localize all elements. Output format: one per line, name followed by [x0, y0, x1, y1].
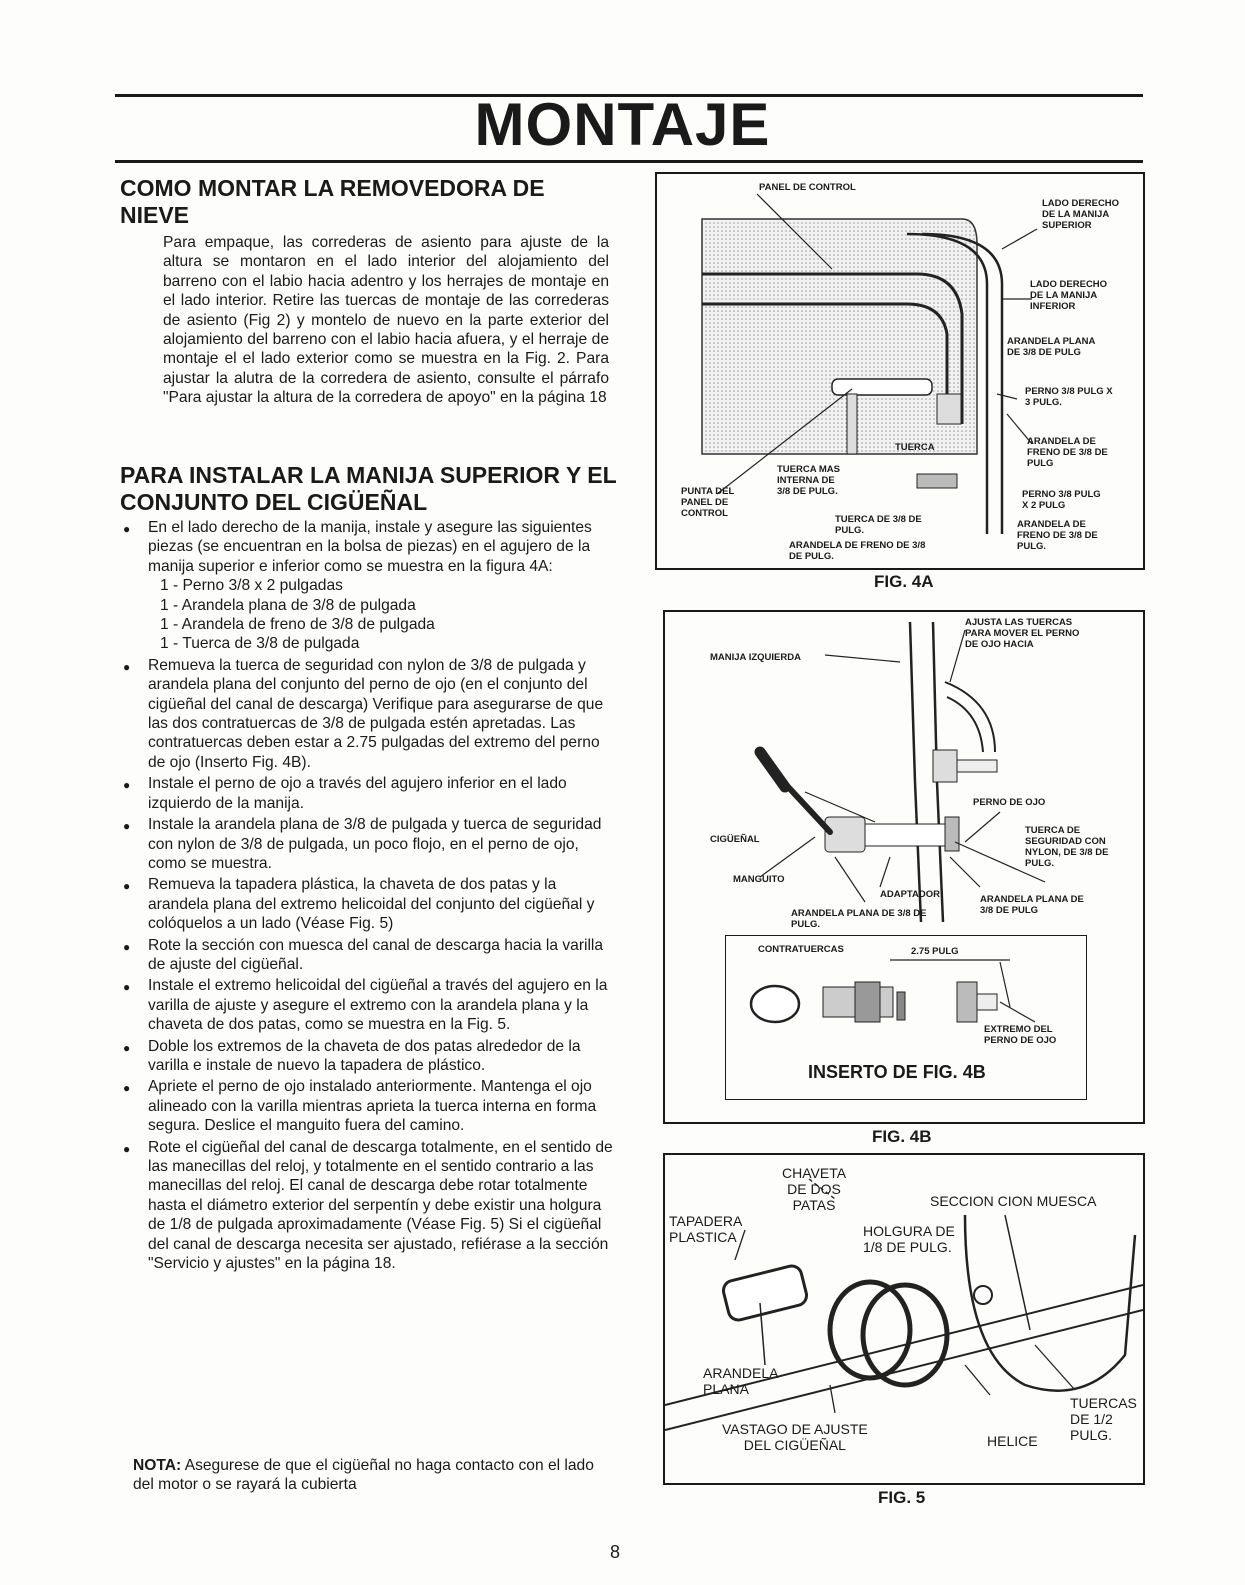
bullet-icon: ●	[123, 879, 131, 894]
list-item: ● Apriete el perno de ojo instalado anteriormente. Mantenga el ojo alineado con la varilla mientras aprieta la tuerca interna en forma segura. Deslice el manguito fuera del camino.	[123, 1078, 597, 1135]
label-arandela-plana: ARANDELA PLANA DE 3/8 DE PULG	[1007, 336, 1096, 358]
label-contratuercas: CONTRATUERCAS	[758, 944, 844, 955]
label-panel-control: PANEL DE CONTROL	[759, 182, 856, 193]
label-tuerca-interna: TUERCA	[895, 442, 935, 453]
page-title: MONTAJE	[474, 91, 771, 158]
label-arandela-freno: ARANDELA DE FRENO DE 3/8 DE PULG	[1027, 436, 1108, 469]
figure-4a	[655, 172, 1145, 570]
section1-body: Para empaque, las correderas de asiento para ajuste de la altura se montaron en el lado interior del alojamiento del barreno con el labio hacia adentro y los herrajes de montaje en el lado interior. Retire las tuercas de montaje de las correderas de asiento (Fig 2) y montelo de nuevo en la parte exterior del alojamiento del barreno con el labio hacia afuera, y el herraje de montaje el el lado exterior como se muestra en la Fig. 2. Para ajustar la alutra de la corredera de asiento, consulte el párrafo "Para ajustar la altura de la corredera de apoyo" en la página 18	[163, 234, 609, 407]
inset-caption: INSERTO DE FIG. 4B	[808, 1062, 986, 1082]
note	[133, 1456, 613, 1495]
label-holgura: HOLGURA DE 1/8 DE PULG.	[863, 1223, 955, 1255]
bullet-icon: ●	[123, 819, 131, 834]
label-lado-inferior: LADO DERECHO DE LA MANIJA INFERIOR	[1030, 279, 1108, 312]
label-dimension: 2.75 PULG	[911, 946, 959, 957]
list-item: ● En el lado derecho de la manija, instale y asegure las siguientes piezas (se encuentran en la bolsa de piezas) en el agujero de la manija superior e inferior como se muestra en la figura 4A: 1 - Perno 3/8 x 2 pulgadas 1 - Arandela plana de 3/8 de pulgada 1 - Arandela de freno de 3/8 de pulgada 1 - Tuerca de 3/8 de pulgada	[120, 518, 620, 654]
title-underline	[115, 160, 1143, 163]
bullet-icon: ●	[123, 1081, 131, 1096]
figure-5-caption: FIG. 5	[878, 1488, 926, 1507]
figure-5	[663, 1153, 1145, 1485]
list-item: ● Instale el extremo helicoidal del cigüeñal a través del agujero en la varilla de ajuste y asegure el extremo con la arandela plana y la chaveta de dos patas, como se muestra en la Fig. 5.	[123, 977, 608, 1034]
parts-list	[148, 576, 620, 654]
list-item: 1 - Tuerca de 3/8 de pulgada	[160, 635, 360, 653]
list-item: ● Rote la sección con muesca del canal de descarga hacia la varilla de ajuste del cigüeñal.	[123, 936, 604, 973]
list-item: ● Instale la arandela plana de 3/8 de pulgada y tuerca de seguridad con nylon de 3/8 de pulgada, un poco flojo, en el perno de ojo, como se muestra.	[123, 816, 602, 872]
label-arandela-plana-right: ARANDELA PLANA DE 3/8 DE PULG	[980, 894, 1084, 916]
label-arandela-plana-38: ARANDELA PLANA DE 3/8 DE PULG.	[791, 908, 927, 930]
figure-4b-caption: FIG. 4B	[872, 1127, 932, 1146]
section2-heading: PARA INSTALAR LA MANIJA SUPERIOR Y EL CONJUNTO DEL CIGÜEÑAL	[120, 462, 617, 515]
section1-heading: COMO MONTAR LA REMOVEDORA DE NIEVE	[120, 175, 545, 228]
label-perno-2: PERNO 3/8 PULG X 2 PULG	[1022, 489, 1101, 511]
page-number: 8	[610, 1542, 621, 1562]
list-item: ● Remueva la tapadera plástica, la chaveta de dos patas y la arandela plana del extremo helicoidal del conjunto del cigüeñal y colóquelos a un lado (Véase Fig. 5)	[123, 876, 595, 933]
label-tuerca-seguridad: TUERCA DE SEGURIDAD CON NYLON, DE 3/8 DE PULG.	[1025, 825, 1109, 869]
label-manguito: MANGUITO	[733, 874, 785, 885]
instruction-list	[120, 518, 620, 1275]
list-item: 1 - Arandela plana de 3/8 de pulgada	[160, 596, 416, 614]
label-vastago: VASTAGO DE AJUSTE DEL CIGÜEÑAL	[722, 1421, 868, 1453]
label-chaveta: CHAVETA DE DOS PATAS	[782, 1165, 847, 1213]
list-item: 1 - Arandela de freno de 3/8 de pulgada	[160, 616, 435, 634]
label-seccion-muesca: SECCION CION MUESCA	[930, 1193, 1097, 1209]
bullet-icon: ●	[123, 939, 131, 954]
label-arandela-plana: ARANDELA PLANA	[703, 1365, 779, 1397]
label-helice: HELICE	[987, 1433, 1038, 1449]
bullet-icon: ●	[123, 522, 131, 536]
label-manija-izquierda: MANIJA IZQUIERDA	[710, 652, 801, 663]
note-label: NOTA:	[133, 1457, 182, 1474]
label-punta-panel: PUNTA DEL PANEL DE CONTROL	[681, 486, 735, 519]
list-item: ● Remueva la tuerca de seguridad con nylon de 3/8 de pulgada y arandela plana del conjunto del perno de ojo (en el conjunto del cigüeñal del canal de descarga) Verifique para asegurarse de que las dos contratuercas de 3/8 de pulgada estén apretadas. Las contratuercas deben estar a 2.75 pulgadas del extremo del perno de ojo (Inserto Fig. 4B).	[123, 656, 604, 771]
label-extremo-perno: EXTREMO DEL PERNO DE OJO	[984, 1024, 1057, 1046]
bullet-icon: ●	[123, 1141, 131, 1156]
label-arandela-freno-3: ARANDELA DE FRENO DE 3/8 DE PULG.	[789, 540, 926, 562]
label-adaptador: ADAPTADOR	[880, 889, 940, 900]
list-item: 1 - Perno 3/8 x 2 pulgadas	[160, 577, 343, 595]
list-item: ● Rote el cigüeñal del canal de descarga totalmente, en el sentido de las manecillas del reloj, y totalmente en el sentido contrario a las manecillas del reloj. El canal de descarga debe rotar totalmente hasta el diámetro exterior del serpentín y debe existir una holgura de 1/8 de pulgada aproximadamente (Véase Fig. 5) Si el cigüeñal del canal de descarga necesita ser ajustado, refiérase a la sección "Servicio y ajustes" en la página 18.	[123, 1138, 613, 1273]
label-ajusta-tuercas: AJUSTA LAS TUERCAS PARA MOVER EL PERNO DE OJO HACIA	[965, 617, 1080, 650]
label-lado-superior: LADO DERECHO DE LA MANIJA SUPERIOR	[1042, 198, 1120, 231]
label-ciguenal: CIGÜEÑAL	[710, 834, 760, 845]
bullet-icon: ●	[123, 980, 131, 995]
label-arandela-freno-2: ARANDELA DE FRENO DE 3/8 DE PULG.	[1017, 519, 1098, 552]
list-item: ● Doble los extremos de la chaveta de dos patas alrededor de la varilla e instale de nuevo la tapadera de plástico.	[123, 1037, 581, 1074]
list-item: ● Instale el perno de ojo a través del agujero inferior en el lado izquierdo de la manija.	[123, 775, 567, 812]
note-text: Asegurese de que el cigüeñal no haga contacto con el lado del motor o se rayará la cubierta	[133, 1457, 594, 1494]
bullet-icon: ●	[123, 659, 131, 674]
inset-4b	[725, 935, 1087, 1100]
figure-4a-caption: FIG. 4A	[874, 572, 934, 591]
label-perno-ojo: PERNO DE OJO	[973, 797, 1046, 808]
bullet-icon: ●	[123, 778, 131, 793]
label-perno-3: PERNO 3/8 PULG X 3 PULG.	[1025, 386, 1113, 408]
label-tuercas: TUERCAS DE 1/2 PULG.	[1070, 1395, 1137, 1443]
label-tuerca-mas: TUERCA MAS INTERNA DE 3/8 DE PULG.	[777, 464, 840, 497]
bullet-icon: ●	[123, 1040, 131, 1055]
label-tuerca-38: TUERCA DE 3/8 DE PULG.	[835, 514, 922, 536]
label-tapadera: TAPADERA PLASTICA	[669, 1213, 743, 1245]
figure-4b	[663, 610, 1145, 1124]
